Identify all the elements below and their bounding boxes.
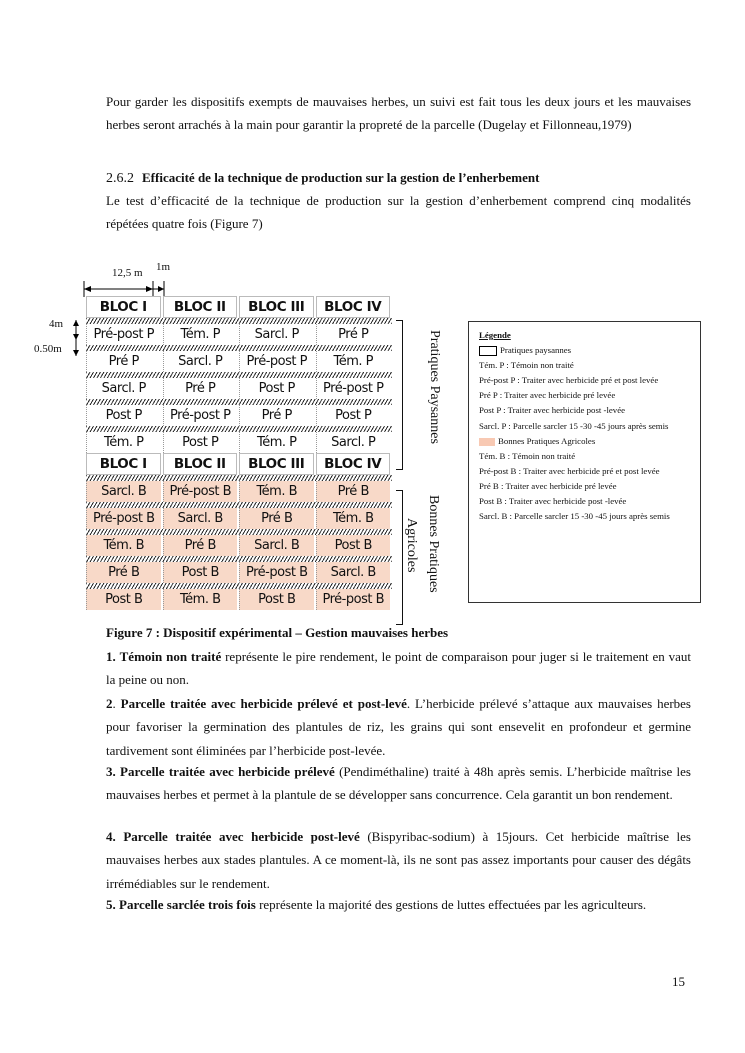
plot-cell: Pré-post B [316, 589, 391, 610]
plot-cell: Sarcl. B [316, 562, 391, 583]
legend-item: Post B : Traiter avec herbicide post -levée [479, 496, 627, 507]
plot-row [86, 589, 392, 610]
plot-cell: Pré-post P [316, 378, 391, 399]
plot-cell: Sarcl. P [316, 432, 391, 453]
plot-cell: Tém. P [239, 432, 314, 453]
bloc-header: BLOC III [239, 296, 314, 318]
legend-item: Tém. P : Témoin non traité [479, 360, 574, 371]
plot-cell: Pré-post B [239, 562, 314, 583]
section-number: 2.6.2 [106, 171, 134, 186]
plot-cell: Tém. P [86, 432, 161, 453]
legend-item: Tém. B : Témoin non traité [479, 450, 576, 461]
plot-cell: Post B [239, 589, 314, 610]
legend-bonnes-entry: Bonnes Pratiques Agricoles [479, 434, 700, 449]
plot-row [86, 351, 392, 372]
bloc-header: BLOC I [86, 453, 161, 475]
plot-cell: Pré-post P [163, 405, 238, 426]
legend-paysannes-entry: Pratiques paysannes [479, 343, 700, 358]
plot-cell: Pré B [316, 481, 391, 502]
plot-cell: Tém. B [239, 481, 314, 502]
plot-cell: Pré B [86, 562, 161, 583]
bloc-header-row [86, 453, 392, 475]
plot-cell: Post B [163, 562, 238, 583]
page-number: 15 [672, 974, 685, 989]
plot-cell: Pré B [239, 508, 314, 529]
plot-row [86, 378, 392, 399]
plot-cell: Pré-post B [86, 508, 161, 529]
legend-title: Légende [479, 330, 511, 340]
plot-cell: Sarcl. P [163, 351, 238, 372]
legend-box [468, 321, 701, 603]
bloc-header: BLOC II [163, 296, 238, 318]
legend-item: Sarcl. B : Parcelle sarcler 15 -30 -45 jours après semis [479, 511, 670, 522]
plot-cell: Post P [163, 432, 238, 453]
section-heading [106, 170, 539, 187]
legend-item: Pré-post B : Traiter avec herbicide pré et post levée [479, 465, 660, 476]
legend-item: Pré P : Traiter avec herbicide pré levée [479, 390, 616, 401]
legend-swatch-bonnes [479, 438, 495, 446]
plot-row [86, 432, 392, 453]
bracket-paysannes [396, 320, 403, 470]
plot-row [86, 562, 392, 583]
label-agricoles: Agricoles [404, 518, 419, 573]
section-title: Efficacité de la technique de production sur la gestion de l’enherbement [142, 170, 540, 185]
plot-cell: Post B [86, 589, 161, 610]
plot-cell: Tém. P [163, 324, 238, 345]
plot-cell: Pré-post P [239, 351, 314, 372]
plot-cell: Sarcl. P [86, 378, 161, 399]
plot-row [86, 324, 392, 345]
legend-item: Pré B : Traiter avec herbicide pré levée [479, 480, 617, 491]
legend-swatch-paysannes [479, 346, 497, 356]
plot-cell: Post P [86, 405, 161, 426]
dim-gap-label: 1m [156, 261, 171, 273]
legend-item: Sarcl. P : Parcelle sarcler 15 -30 -45 jours après semis [479, 420, 669, 431]
plot-cell: Sarcl. P [239, 324, 314, 345]
list-item: 2. Parcelle traitée avec herbicide prélevé et post-levé. L’herbicide prélevé s’attaque aux mauvaises herbes pour favoriser la germination des plantules de riz, les grains qui sont ensevelit en profondeur et germine tardivement sont éliminées par l’herbicide post-levée. [106, 696, 691, 758]
legend-item: Pré-post P : Traiter avec herbicide pré et post levée [479, 375, 659, 386]
dim-height-label: 4m [49, 318, 64, 330]
plot-row [86, 508, 392, 529]
plot-cell: Pré P [316, 324, 391, 345]
list-item: 1. Témoin non traité représente le pire rendement, le point de comparaison pour juger si le traitement en vaut la peine ou non. [106, 649, 692, 688]
bloc-header: BLOC IV [316, 296, 391, 318]
bracket-bonnes [396, 490, 403, 625]
plot-cell: Post P [316, 405, 391, 426]
list-item: 3. Parcelle traitée avec herbicide prélevé (Pendiméthaline) traité à 48h après semis. L’herbicide maîtrise les mauvaises herbes et permet à la plantule de se développer sans concurrence. Cela garantit un bon rendement. [106, 764, 691, 803]
intro-paragraph: Pour garder les dispositifs exempts de mauvaises herbes, un suivi est fait tous les deux jours et les mauvaises herbes seront arrachés à la main pour garantir la propreté de la parcelle (Dugelay et Fillonneau,1979) [106, 94, 692, 133]
plot-cell: Post P [239, 378, 314, 399]
bloc-header: BLOC II [163, 453, 238, 475]
plot-cell: Pré P [86, 351, 161, 372]
plot-row [86, 535, 392, 556]
plot-cell: Pré P [163, 378, 238, 399]
plot-cell: Pré-post B [163, 481, 238, 502]
bloc-header: BLOC III [239, 453, 314, 475]
experimental-layout [86, 296, 392, 610]
legend-item: Post P : Traiter avec herbicide post -levée [479, 405, 626, 416]
plot-cell: Sarcl. B [239, 535, 314, 556]
plot-cell: Tém. B [316, 508, 391, 529]
list-item: 4. Parcelle traitée avec herbicide post-levé (Bispyribac-sodium) à 15jours. Cet herbicide maîtrise les mauvaises herbes aux stades plantules. A ce moment-là, ils ne sont pas assez importants pour causer des dégâts irrémédiables sur le rendement. [106, 829, 691, 891]
plot-cell: Sarcl. B [163, 508, 238, 529]
bloc-header: BLOC IV [316, 453, 391, 475]
figure-caption: Figure 7 : Dispositif expérimental – Gestion mauvaises herbes [106, 625, 449, 640]
plot-cell: Tém. P [316, 351, 391, 372]
plot-cell: Tém. B [163, 589, 238, 610]
plot-row [86, 405, 392, 426]
plot-cell: Pré-post P [86, 324, 161, 345]
list-item: 5. Parcelle sarclée trois fois représente la majorité des gestions de luttes effectuées par les agriculteurs. [106, 897, 647, 912]
dim-spacing-label: 0.50m [34, 343, 62, 355]
plot-row [86, 481, 392, 502]
label-bonnes-pratiques: Bonnes Pratiques [426, 495, 441, 593]
bloc-header-row [86, 296, 392, 318]
label-pratiques-paysannes: Pratiques Paysannes [427, 330, 442, 444]
plot-cell: Post B [316, 535, 391, 556]
plot-cell: Tém. B [86, 535, 161, 556]
plot-cell: Pré P [239, 405, 314, 426]
section-paragraph: Le test d’efficacité de la technique de production sur la gestion d’enherbement comprend cinq modalités répétées quatre fois (Figure 7) [106, 193, 691, 232]
plot-cell: Pré B [163, 535, 238, 556]
bloc-header: BLOC I [86, 296, 161, 318]
dim-width-label: 12,5 m [112, 267, 143, 279]
plot-cell: Sarcl. B [86, 481, 161, 502]
